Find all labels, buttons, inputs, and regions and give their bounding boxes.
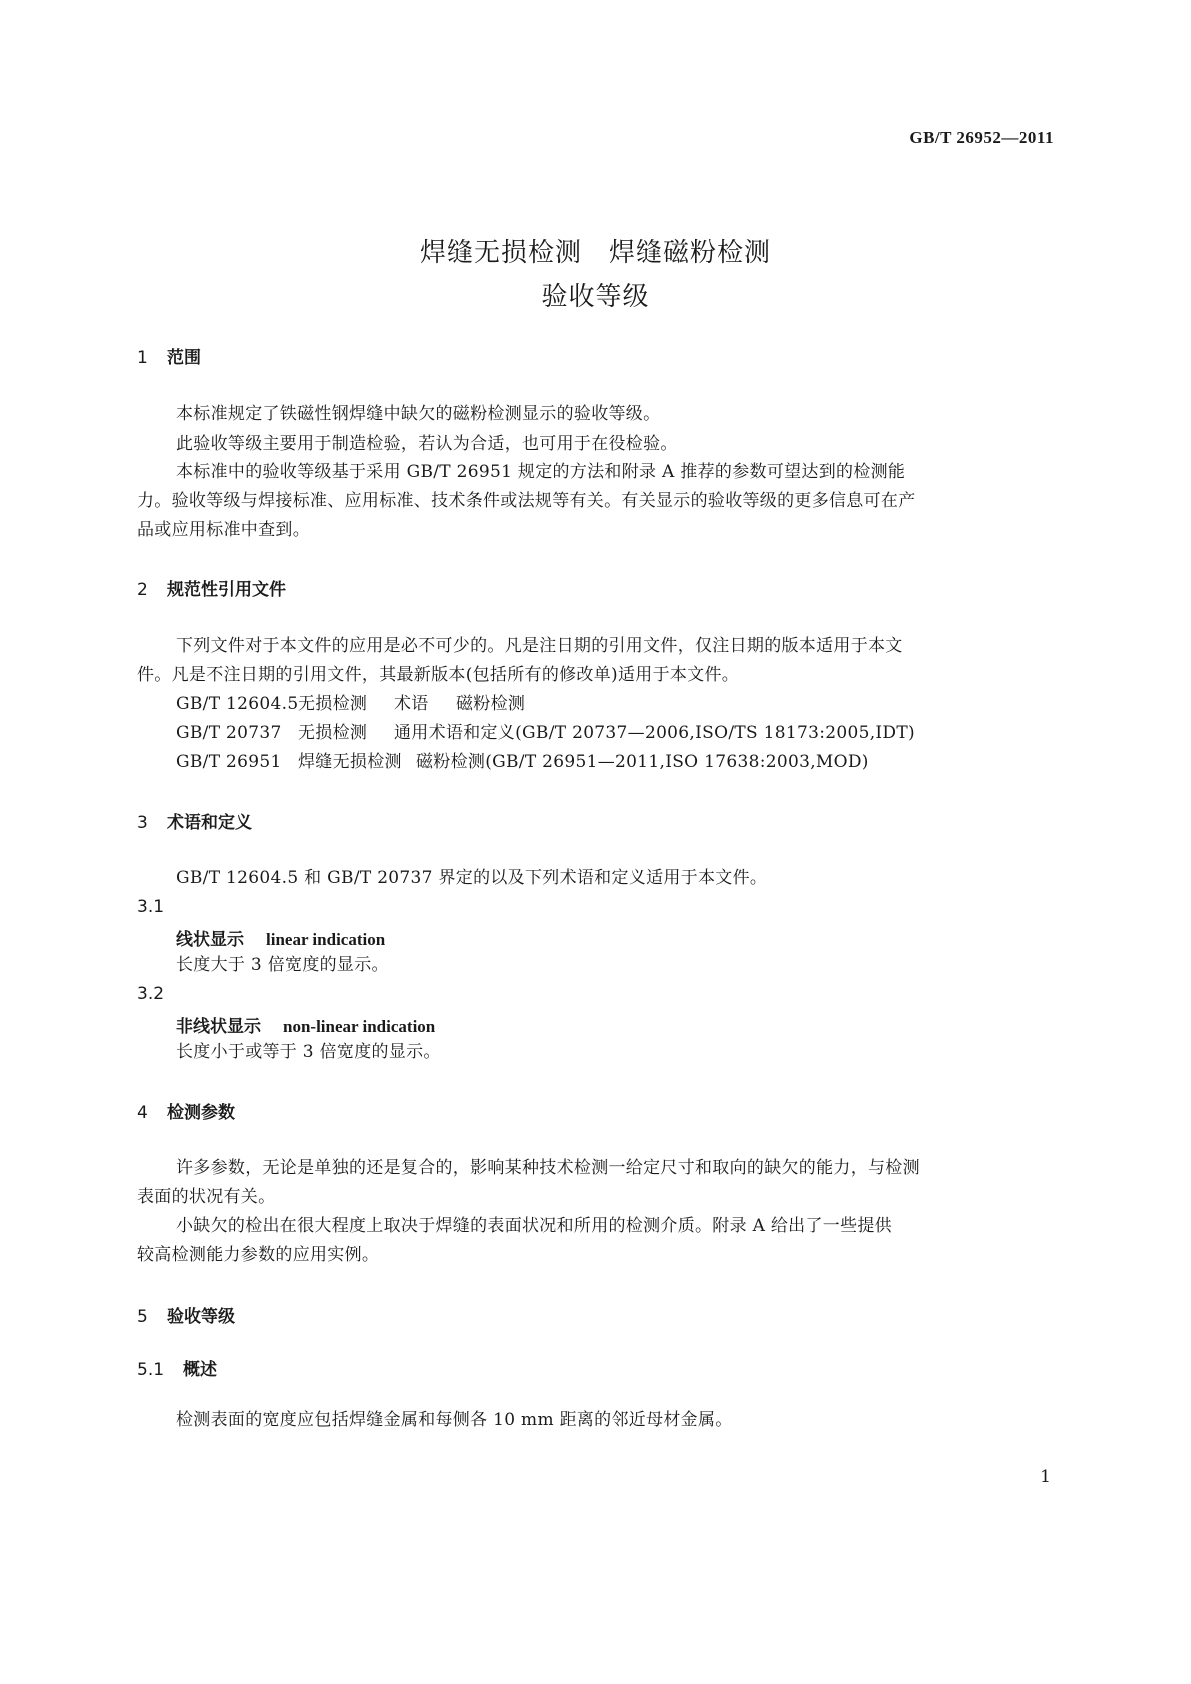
section-title: 规范性引用文件 [167,580,286,600]
reference-title-part: 通用术语和定义(GB/T 20737—2006,ISO/TS 18173:2005,IDT) [394,723,915,743]
term-definition: 长度小于或等于 3 倍宽度的显示。 [176,1042,441,1062]
reference-code: GB/T 12604.5 [176,694,299,714]
section-number: 2 [137,580,148,600]
subsection-5-1-heading [137,1355,217,1380]
term-english: non-linear indication [283,1017,436,1036]
term-english: linear indication [266,930,386,949]
document-title-line1: 焊缝无损检测 焊缝磁粉检测 [419,238,771,268]
reference-title-part: 磁粉检测 [456,694,526,714]
section-number: 5.1 [137,1360,165,1380]
paragraph: 此验收等级主要用于制造检验，若认为合适，也可用于在役检验。 [176,434,678,454]
standard-code-header: GB/T 26952—2011 [909,128,1054,147]
term-chinese: 非线状显示 [176,1017,261,1037]
paragraph: 品或应用标准中查到。 [137,520,310,540]
clause-number: 3.2 [137,984,165,1004]
reference-title-part: 磁粉检测(GB/T 26951—2011,ISO 17638:2003,MOD) [416,752,869,772]
term-definition: 长度大于 3 倍宽度的显示。 [176,955,389,975]
clause-number: 3.1 [137,897,165,917]
section-title: 验收等级 [167,1307,235,1327]
term-entry [176,925,385,950]
paragraph: 件。凡是不注日期的引用文件，其最新版本(包括所有的修改单)适用于本文件。 [137,665,740,685]
paragraph: 许多参数，无论是单独的还是复合的，影响某种技术检测一给定尺寸和取向的缺欠的能力，与检测 [176,1158,920,1178]
section-title: 概述 [183,1360,217,1380]
paragraph: 下列文件对于本文件的应用是必不可少的。凡是注日期的引用文件，仅注日期的版本适用于本文 [176,636,903,656]
reference-item [176,717,915,749]
section-number: 5 [137,1307,148,1327]
section-title: 检测参数 [167,1103,235,1123]
reference-title-part: 术语 [394,694,429,714]
section-5-heading [137,1302,235,1327]
section-1-heading [137,343,201,368]
section-4-heading [137,1098,235,1123]
page-number: 1 [1040,1467,1051,1487]
section-number: 4 [137,1103,148,1123]
section-3-heading [137,808,252,833]
reference-title-part: 无损检测 [298,694,368,714]
paragraph: 本标准中的验收等级基于采用 GB/T 26951 规定的方法和附录 A 推荐的参数可望达到的检测能 [176,462,906,482]
section-title: 范围 [167,348,201,368]
reference-code: GB/T 26951 [176,752,282,772]
reference-item [176,746,869,778]
paragraph: 力。验收等级与焊接标准、应用标准、技术条件或法规等有关。有关显示的验收等级的更多信息可在产 [137,491,916,511]
reference-item [176,688,525,720]
paragraph: 小缺欠的检出在很大程度上取决于焊缝的表面状况和所用的检测介质。附录 A 给出了一些提供 [176,1216,892,1236]
document-title-line2: 验收等级 [541,282,650,312]
term-chinese: 线状显示 [176,930,244,950]
paragraph: 本标准规定了铁磁性钢焊缝中缺欠的磁粉检测显示的验收等级。 [176,404,661,424]
reference-title-part: 焊缝无损检测 [298,752,402,772]
paragraph: 检测表面的宽度应包括焊缝金属和每侧各 10 mm 距离的邻近母材金属。 [176,1410,733,1430]
section-title: 术语和定义 [167,813,252,833]
reference-code: GB/T 20737 [176,723,282,743]
section-2-heading [137,575,286,600]
section-number: 3 [137,813,148,833]
paragraph: 较高检测能力参数的应用实例。 [137,1245,380,1265]
paragraph: GB/T 12604.5 和 GB/T 20737 界定的以及下列术语和定义适用于本文件。 [176,868,768,888]
section-number: 1 [137,348,148,368]
term-entry [176,1012,435,1037]
reference-title-part: 无损检测 [298,723,368,743]
paragraph: 表面的状况有关。 [137,1187,276,1207]
